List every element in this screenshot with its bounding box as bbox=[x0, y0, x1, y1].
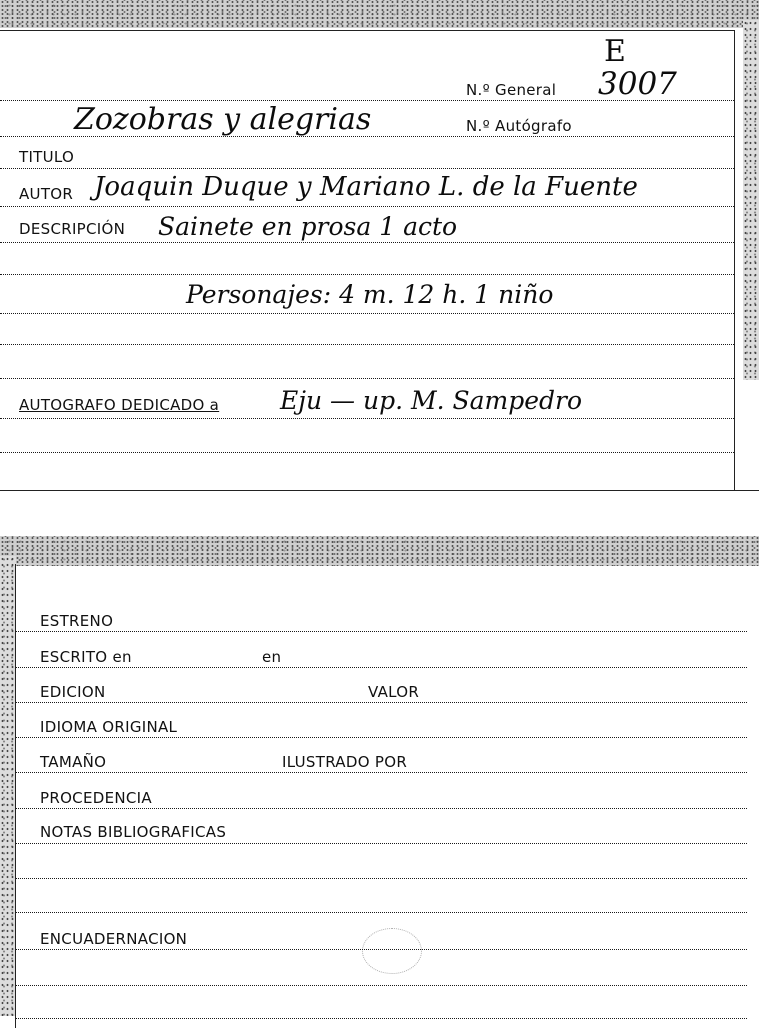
edicion-label: EDICION bbox=[40, 683, 106, 701]
rule-notas-3 bbox=[16, 912, 747, 913]
descripcion-label: DESCRIPCIÓN bbox=[19, 220, 126, 238]
top-card bbox=[0, 0, 759, 492]
rule-blank-3 bbox=[0, 378, 734, 379]
top-card-right-edge bbox=[743, 20, 759, 380]
general-number-label: N.º General bbox=[466, 81, 557, 99]
top-card-scan-noise bbox=[0, 0, 759, 28]
personajes-value: Personajes: 4 m. 12 h. 1 niño bbox=[186, 280, 554, 309]
rule-tamano bbox=[16, 772, 747, 773]
rule-autor bbox=[0, 206, 734, 207]
bottom-card-scan-noise bbox=[0, 536, 759, 566]
rule-encuadernacion bbox=[16, 949, 747, 950]
rule-procedencia bbox=[16, 808, 747, 809]
estreno-label: ESTRENO bbox=[40, 612, 114, 630]
valor-label: VALOR bbox=[368, 683, 420, 701]
autor-label: AUTOR bbox=[19, 185, 74, 203]
top-card-top-border bbox=[0, 30, 735, 31]
escrito-en-label: en bbox=[262, 648, 282, 666]
idioma-label: IDIOMA ORIGINAL bbox=[40, 718, 178, 736]
rule-dedicado bbox=[0, 418, 734, 419]
rule-personajes bbox=[0, 313, 734, 314]
rule-autografo bbox=[0, 136, 734, 137]
rule-blank-2 bbox=[0, 344, 734, 345]
bottom-card-left-border bbox=[15, 564, 16, 1028]
rule-escrito bbox=[16, 667, 747, 668]
dedicado-label: AUTOGRAFO DEDICADO a bbox=[19, 396, 220, 414]
autor-value: Joaquin Duque y Mariano L. de la Fuente bbox=[94, 172, 638, 202]
bottom-card-left-edge bbox=[0, 556, 16, 1016]
rule-bottom-2 bbox=[16, 985, 747, 986]
bottom-card bbox=[0, 536, 759, 1028]
dedicado-value: Eju — up. M. Sampedro bbox=[280, 386, 583, 415]
autografo-number-label: N.º Autógrafo bbox=[466, 117, 572, 135]
rule-bottom-1 bbox=[0, 452, 734, 453]
top-card-bottom-border bbox=[0, 490, 759, 491]
ilustrado-label: ILUSTRADO POR bbox=[282, 753, 408, 771]
notas-label: NOTAS BIBLIOGRAFICAS bbox=[40, 823, 227, 841]
rule-notas-2 bbox=[16, 878, 747, 879]
rule-titulo bbox=[0, 168, 734, 169]
tamano-label: TAMAÑO bbox=[40, 753, 107, 771]
titulo-label: TITULO bbox=[19, 148, 75, 166]
rule-edicion bbox=[16, 702, 747, 703]
rule-general bbox=[0, 100, 734, 101]
rule-idioma bbox=[16, 737, 747, 738]
descripcion-value: Sainete en prosa 1 acto bbox=[158, 212, 458, 241]
rule-blank-1 bbox=[0, 274, 734, 275]
top-card-right-border bbox=[734, 30, 735, 490]
encuadernacion-label: ENCUADERNACION bbox=[40, 930, 188, 948]
rule-descripcion bbox=[0, 242, 734, 243]
title-value: Zozobras y alegrias bbox=[74, 102, 372, 137]
rule-bottom-3 bbox=[16, 1018, 747, 1019]
corner-mark: E bbox=[604, 34, 626, 69]
procedencia-label: PROCEDENCIA bbox=[40, 789, 152, 807]
rule-notas bbox=[16, 843, 747, 844]
rule-estreno bbox=[16, 631, 747, 632]
general-number-value: 3007 bbox=[598, 66, 677, 102]
faded-stamp bbox=[362, 928, 422, 974]
escrito-label: ESCRITO en bbox=[40, 648, 132, 666]
